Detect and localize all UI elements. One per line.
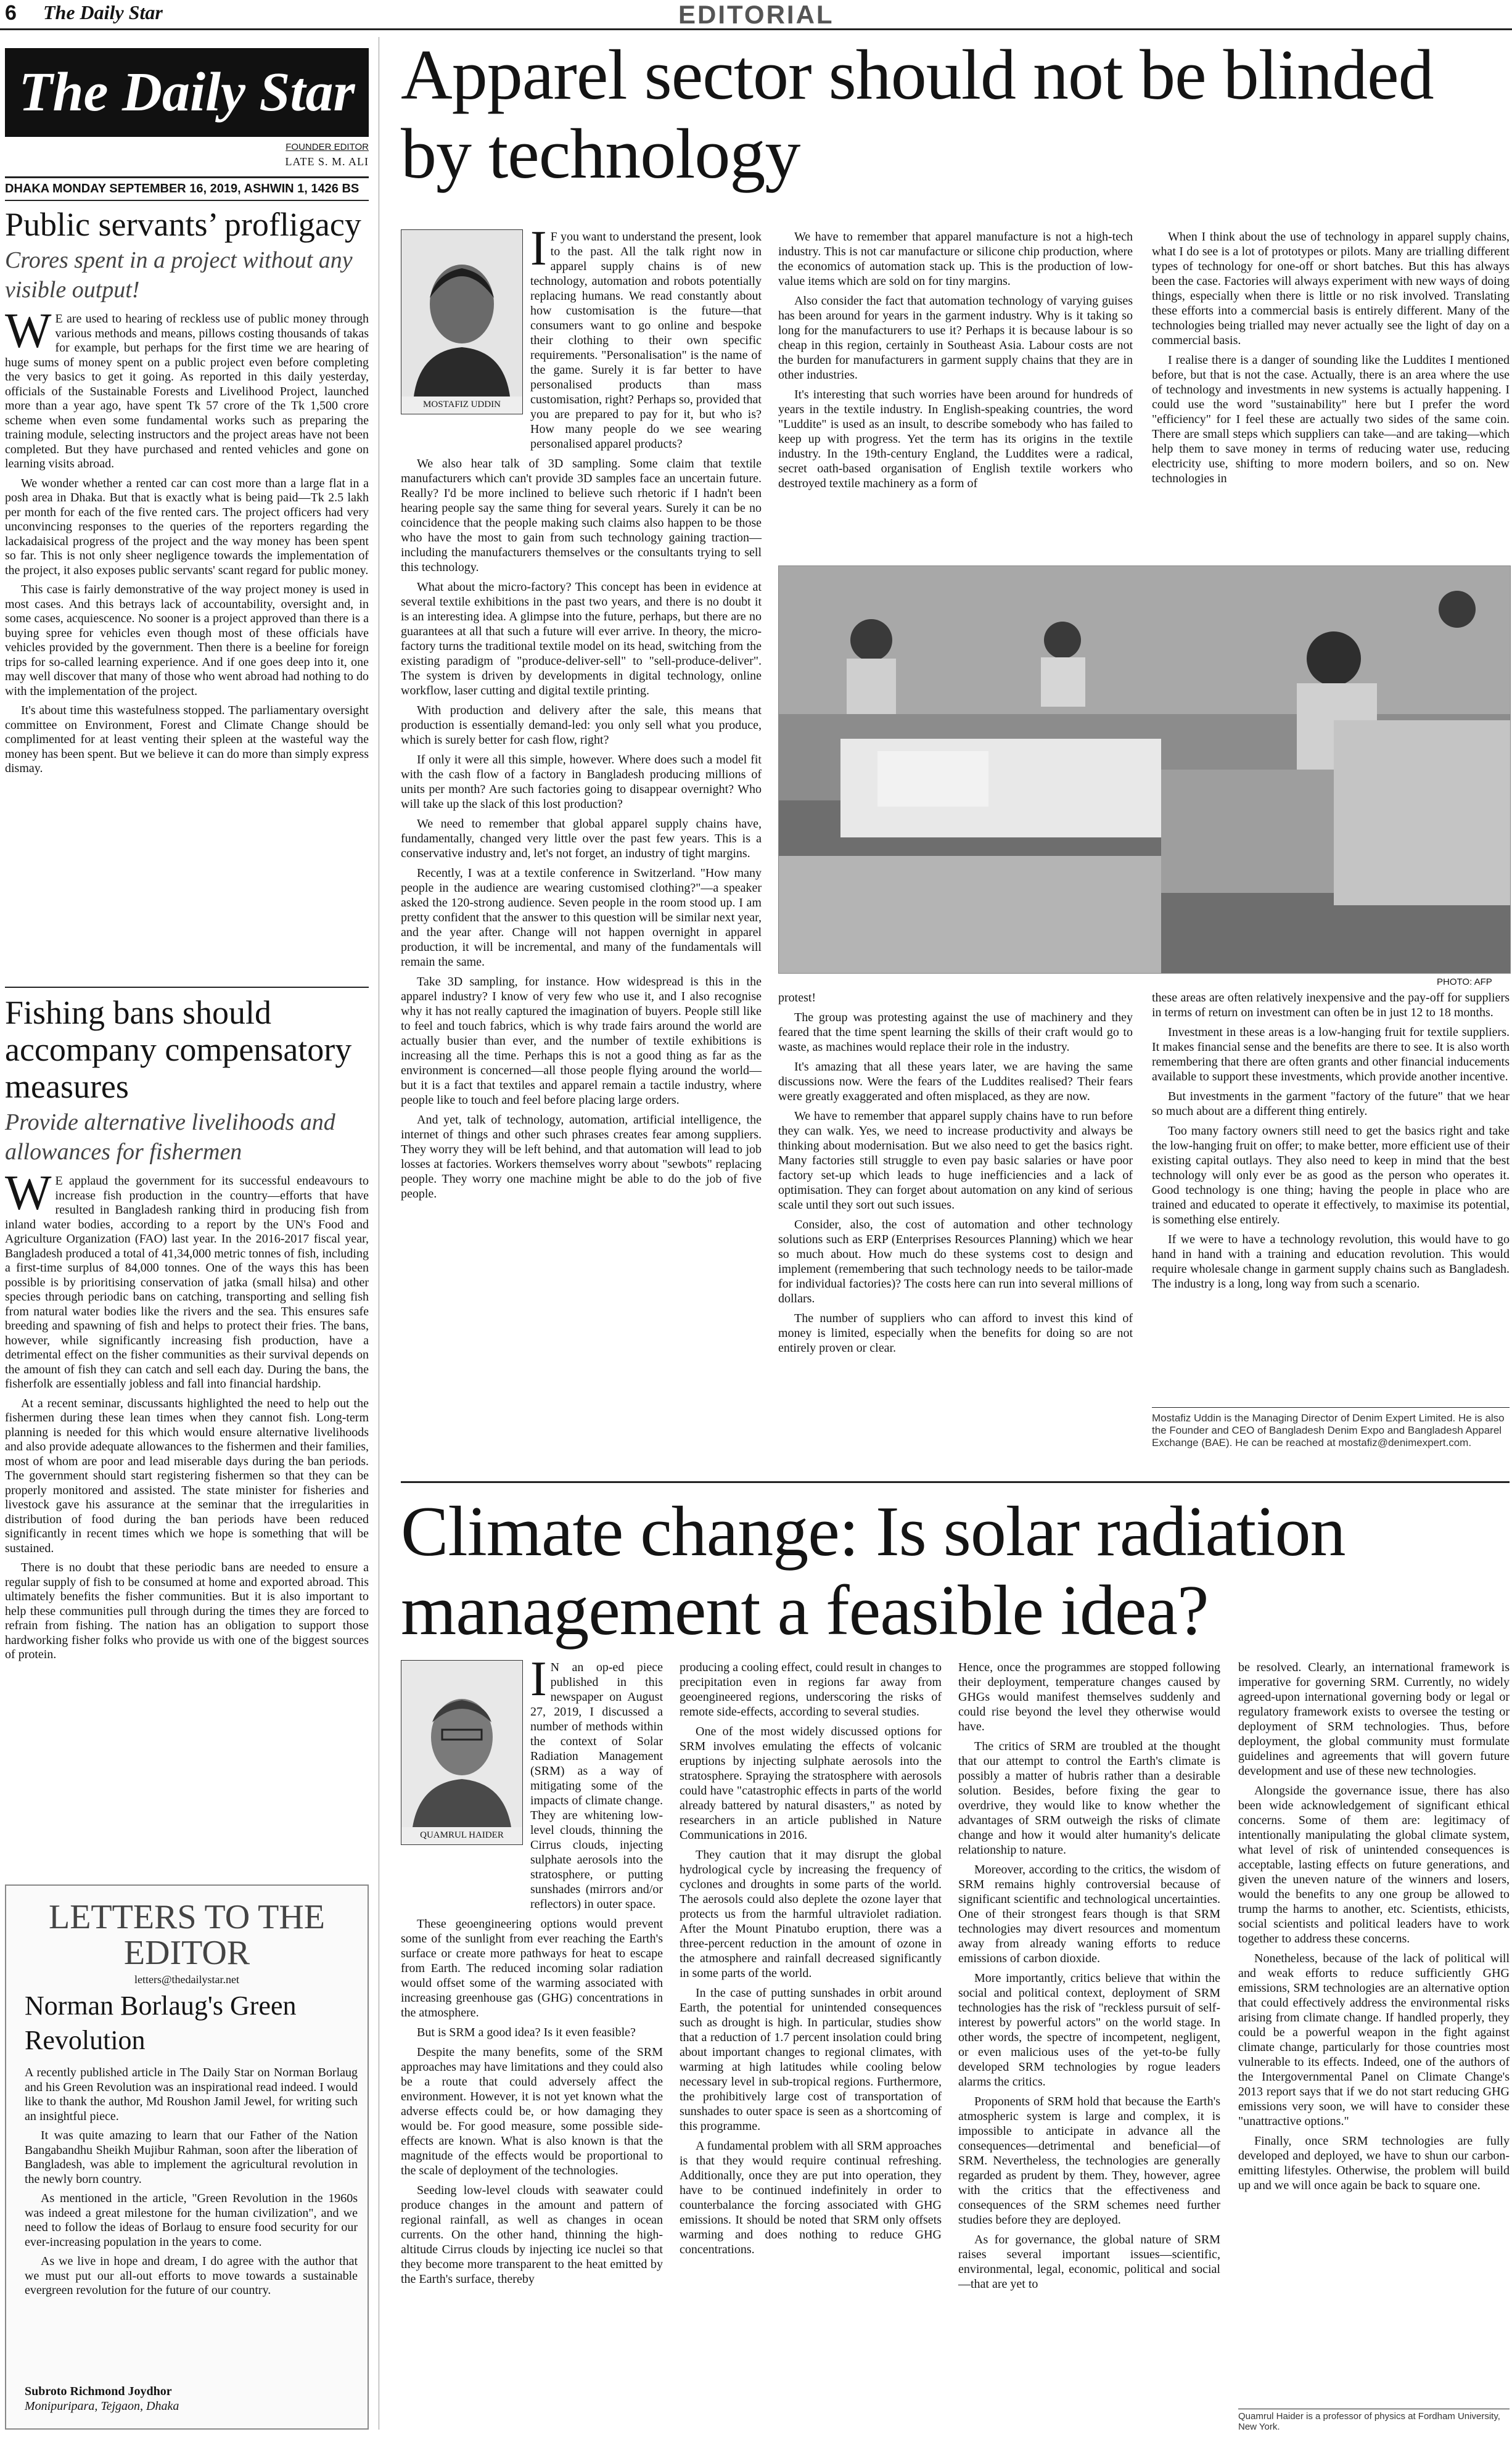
paragraph: But investments in the garment "factory of the future" that we hear so much about are a different thing entirely. [1152, 1090, 1510, 1118]
paragraph: We also hear talk of 3D sampling. Some claim that textile manufacturers which can't provide 3D samples face an uncertain future. Really? I'd be more inclined to believe such rhetoric if I hadn't been hearing people say the same thing for several years. Surely it can be no coincidence that the people making such claims also happen to be those who have the most to gain from such technology gaining traction—including the manufacturers themselves or the consultants trying to sell this technology. [401, 457, 762, 574]
paragraph: Despite the many benefits, some of the SRM approaches may have limitations and they could also be a route that could adversely affect the environment. However, it is not yet known what the adverse effects could be, or how damaging they would be. For good measure, some possible side-effects are known. What is also known is that the magnitude of the effects would be proportional to the scale of deployment of the technologies. [401, 2045, 663, 2177]
paragraph: We have to remember that apparel supply chains have to run before they can walk. Yes, we need to increase productivity and always be thinking about modernisation. But we also need to get the basics right. Many factories still struggle to even pay basic salaries or have poor factory set-up which leads to huge inefficiencies and a lack of optimisation. They can forget about automation on any kind of serious scale until they sort out such issues. [778, 1109, 1133, 1212]
photo-credit: PHOTO: AFP [1437, 977, 1492, 987]
paragraph: More importantly, critics believe that within the social and political context, deployment of SRM technologies has the risk of "reckless pursuit of self-interest by powerful actors" on the world stage. In other words, the spectre of incompetent, negligent, or even malicious uses of the yet-to-be fully developed SRM technologies by rogue leaders alarms the critics. [958, 1971, 1220, 2089]
paragraph: Investment in these areas is a low-hanging fruit for textile suppliers. It makes financial sense and the benefits are there to see. It is also worth remembering that there are often grants and other financial inducements available to support these investments, which provide another incentive. [1152, 1025, 1510, 1083]
editorial-title: Fishing bans should accompany compensatory measures [5, 994, 352, 1105]
paragraph: And yet, talk of technology, automation, artificial intelligence, the internet of things and other such phrases creates fear among suppliers. They worry they will be left behind, and that automation will lead to job losses at factories. Workers themselves worry about "sewbots" replacing people. They worry one machine might be able to do the job of five people. [401, 1113, 762, 1201]
letters-email: letters@thedailystar.net [134, 1973, 240, 1986]
paragraph: Too many factory owners still need to get the basics right and take the low-hanging fruit on offer; to make better, more efficient use of their existing capital outlays. They also need to keep in mind that the best technology will only ever be as good as the person who operates it. Good technology is one thing; having the people in place who are trained and educated to operate it effectively, to maximise its potential, is something else entirely. [1152, 1124, 1510, 1227]
editorial-subtitle: Crores spent in a project without any visible output! [5, 247, 353, 303]
dateline: DHAKA MONDAY SEPTEMBER 16, 2019, ASHWIN 1, 1426 BS [5, 176, 369, 201]
founder-name: LATE S. M. ALI [285, 155, 369, 168]
paragraph: IF you want to understand the present, look to the past. All the talk right now in apparel supply chains is of new technology, automation and robots potentially replacing humans. We read constantly about how customisation is the future—that consumers want to go online and bespoke their clothing to their own specific requirements. "Personalisation" is the name of the game. Surely it is far better to have personalised products than mass customisation, right? Perhaps so, provided that you are prepared to pay for it, but who is? How many people do we see wearing personalised apparel products? [530, 221, 762, 451]
paragraph: They caution that it may disrupt the global hydrological cycle by increasing the frequency of cyclones and droughts in some parts of the world. The aerosols could also deplete the ozone layer that protects us from the harmful ultraviolet radiation. After the Mount Pinatubo eruption, there was a three-percent reduction in the amount of ozone in the atmosphere and rainfall decreased significantly in some parts of the world. [680, 1848, 942, 1980]
paragraph: But is SRM a good idea? Is it even feasible? [417, 2026, 636, 2039]
paragraph: The critics of SRM are troubled at the thought that our attempt to control the Earth's climate is possibly a matter of hubris rather than a desirable solution. Besides, before fixing the gear to overdrive, they would like to know whether the advantages of SRM outweigh the risks of climate change and how it would alter humanity's delicate relationship to nature. [958, 1740, 1220, 1857]
article-column-4 [1238, 1660, 1510, 2198]
letter-author: Subroto Richmond Joydhor [25, 2385, 172, 2398]
article-column-2-bottom [778, 990, 1133, 1360]
article-headline: Climate change: Is solar radiation management a feasible idea? [401, 1492, 1346, 1650]
editorial-body [5, 304, 369, 776]
paragraph: If only it were all this simple, however. Where does such a model fit with the cash flow of a factory in Bangladesh producing millions of units per month? Are such factories going to disappear overnight? Who will take up the slack of this lost production? [401, 753, 762, 811]
paragraph: We need to remember that global apparel supply chains have, fundamentally, changed very little over the past few years. This is a conservative industry and, let's not forget, an industry of tight margins. [401, 817, 762, 860]
paragraph: producing a cooling effect, could result in changes to precipitation even in regions far away from geoengineered regions, underscoring the risks of remote side-effects, according to several studies. [680, 1661, 942, 1719]
paragraph: It's amazing that all these years later, we are having the same discussions now. Were the fears of the Luddites realised? Their fears were greatly exaggerated and often misplaced, as they are now. [778, 1060, 1133, 1103]
masthead-logo: The Daily Star [5, 48, 369, 137]
letters-heading: LETTERS TO THE EDITOR [49, 1898, 325, 1972]
photo-image [779, 566, 1510, 973]
article-column-2-top [778, 229, 1133, 496]
article-column-1 [401, 221, 762, 1206]
paragraph: What about the micro-factory? This concept has been in evidence at several textile exhibitions in the past two years, and there is no doubt it is an interesting idea. A glimpse into the future, perhaps, but there are no guarantees at all that such a future will ever arrive. In theory, the micro-factory turns the traditional textile model on its head, switching from the existing paradigm of "produce-deliver-sell" to "sell-produce-deliver". The system is driven by developments in digital technology, online workflow, laser cutting and digital textile printing. [401, 580, 762, 697]
paragraph: This case is fairly demonstrative of the way project money is used in most cases. And this betrays lack of accountability, oversight and, in some cases, acquiescence. No sooner is a project approved than there is a buying spree for vehicles even though most of these officials have vehicles provided by the government. Then there is a beeline for foreign trips for so-called learning experience. And if one goes deep into it, one may well discover that many of those who went abroad had nothing to do with the implementation of the project. [5, 583, 369, 698]
article-divider [401, 1481, 1510, 1483]
paragraph: As mentioned in the article, "Green Revolution in the 1960s was indeed a great milestone for the human civilization", and we need to follow the ideas of Borlaug to ensure food security for our ever-increasing population in the years to come. [25, 2192, 358, 2249]
factory-photo [778, 565, 1511, 974]
letter-body [25, 2066, 358, 2303]
author-bio: Mostafiz Uddin is the Managing Director of Denim Expert Limited. He is also the Founder and CEO of Bangladesh Denim Expo and Bangladesh Apparel Exchange (BAE). He can be reached at mostafiz@denimexpert.com. [1152, 1412, 1505, 1449]
author-caption: QUAMRUL HAIDER [420, 1830, 504, 1840]
paragraph: A fundamental problem with all SRM approaches is that they would require continual refreshing. Additionally, once they are put into operation, they have to be continued indefinitely in order to counterbalance the forcing associated with GHG emissions. It should be noted that SRM only offsets warming and does nothing to reduce GHG concentrations. [680, 2139, 942, 2256]
paragraph: Moreover, according to the critics, the wisdom of SRM remains highly controversial because of significant scientific and technological uncertainties. One of their strongest fears though is that SRM technologies may divert resources and momentum away from already waning efforts to reduce emissions of carbon dioxide. [958, 1863, 1220, 1965]
editorial-title: Public servants’ profligacy [5, 206, 361, 243]
paragraph: These geoengineering options would prevent some of the sunlight from ever reaching the Earth's surface or create more pathways for heat to escape from Earth. The reduced incoming solar radiation would offset some of the warming associated with increasing greenhouse gas (GHG) concentrations in the atmosphere. [401, 1917, 663, 2020]
paragraph: these areas are often relatively inexpensive and the pay-off for suppliers in terms of return on investment can often be in just 12 to 18 months. [1152, 991, 1510, 1019]
article-column-3-bottom [1152, 990, 1510, 1296]
paragraph: be resolved. Clearly, an international framework is imperative for governing SRM. Currently, no widely agreed-upon international governing body or legal or regulatory framework exists to oversee the testing or deployment of SRM technologies. Thus, before deployment, the global community must formulate guidelines and agreements that will govern future development and use of these new technologies. [1238, 1661, 1510, 1778]
paragraph: As for governance, the global nature of SRM raises several important issues—scientific, environmental, legal, economic, political and social—that are yet to [958, 2233, 1220, 2291]
author-bio: Quamrul Haider is a professor of physics at Fordham University, New York. [1238, 2411, 1500, 2432]
letter-title: Norman Borlaug's Green Revolution [25, 1991, 297, 2055]
article-column-3-top [1152, 229, 1510, 491]
paragraph: With production and delivery after the sale, this means that production is essentially demand-led: you only sell what you produce, which is surely better for cash flow, right? [401, 704, 762, 747]
divider [5, 987, 369, 988]
header-paper-name: The Daily Star [43, 1, 163, 23]
paragraph: Consider, also, the cost of automation and other technology solutions such as ERP (Enterprises Resources Planning) which we hear so much about. How much do these systems cost to design and implement (remembering that such technology needs to be tailor-made for individual factories)? The costs here can run into several millions of dollars. [778, 1218, 1133, 1305]
editorial-body [5, 1166, 369, 1662]
paragraph: It's interesting that such worries have been around for hundreds of years in the textile industry. In English-speaking countries, the word "Luddite" is used as an insult, to describe somebody who has failed to keep up with progress. Yet the term has its origins in the textile industry. In the 19th-century England, the Luddites were a radical, secret oath-based organisation of English textile workers who destroyed textile machinery as a form of [778, 388, 1133, 490]
paragraph: It was quite amazing to learn that our Father of the Nation Bangabandhu Sheikh Mujibur Rahman, soon after the liberation of Bangladesh, was able to implement the agricultural revolution in the newly born country. [25, 2129, 358, 2186]
paragraph: At a recent seminar, discussants highlighted the need to help out the fishermen during these lean times when they cannot fish. Long-term planning is needed for this which would ensure alternative livelihoods and also provide adequate allowances to the fishermen and their families, most of whom are poor and lead miserable days during the ban periods. The government should start registering fishermen so that they can be properly monitored and assisted. The state minister for fisheries and livestock gave his assurance at the seminar that the irregularities in distribution of food during the ban periods have been reduced significantly in recent times which we hope is something that will be sustained. [5, 1396, 369, 1555]
paragraph: Hence, once the programmes are stopped following their deployment, temperature changes caused by GHGs would manifest themselves suddenly and could rise beyond the level they otherwise would have. [958, 1661, 1220, 1733]
author-caption: MOSTAFIZ UDDIN [423, 400, 501, 409]
paragraph: I realise there is a danger of sounding like the Luddites I mentioned before, but that is not the case. Actually, there is an area where the use of technology and investments in new systems is actually happening. I could use the word "sustainability" here but I prefer the word "efficiency" for I feel these are actually two sides of the same coin. There are small steps which suppliers can take—and are taking—which help them to save money in terms of reducing water use, reducing electricity use, shifting to more modern boilers, and so on. New technologies in [1152, 353, 1510, 485]
paragraph: There is no doubt that these periodic bans are needed to ensure a regular supply of fish to be consumed at home and exported abroad. This ultimately benefits the fisher communities. But it is also important to help these communities pull through during the times they are forced to refrain from fishing. The nation has an obligation to support those hardworking fisher folks who provide us with one of the biggest sources of protein. [5, 1561, 369, 1661]
paragraph: The group was protesting against the use of machinery and they feared that the time spent learning the skills of their craft would go to waste, as machines would replace their role in the industry. [778, 1011, 1133, 1054]
paragraph: When I think about the use of technology in apparel supply chains, what I do see is a lot of prototypes or pilots. Many are trialling different types of technology for one-off or short batches. But this has always been the case. Factories will always experiment with new ways of doing things, especially when there is little or no risk involved. Translating these efforts into a commercial basis is entirely different. Many of the technologies being trialled may never actually see the light of day on a commercial basis. [1152, 230, 1510, 347]
article-column-2 [680, 1660, 942, 2262]
paragraph: Recently, I was at a textile conference in Switzerland. "How many people in the audience are wearing customised clothing?"—a speaker asked the 120-strong audience. Seven people in the room stood up. I am pretty confident that the answer to this question will be similar next year, and the year after. Change will not happen overnight in apparel production, it will be incremental, and many of the fundamentals will remain the same. [401, 866, 762, 969]
paragraph: The number of suppliers who can afford to invest this kind of money is limited, especially when the benefits for doing so are not entirely proven or clear. [778, 1312, 1133, 1355]
article-column-3 [958, 1660, 1220, 2296]
paragraph: WE are used to hearing of reckless use of public money through various methods and means, pillows costing thousands of takas for example, but perhaps for the first time we are hearing of huge sums of money spent on a public project even before completing the very basics to get it going. As reported in this daily yesterday, officials of the Sustainable Forests and Livelihood Project, launched more than a year ago, have spent Tk 57 crore of the Tk 1,500 crore scheme when even some fundamental works such as preparing the training module, selecting instructors and the project areas have not been completed. But they have purchased and rented vehicles and gone on learning visits abroad. [5, 304, 369, 471]
paragraph: As we live in hope and dream, I do agree with the author that we must put our all-out efforts to move towards a sustainable evergreen revolution for the future of our country. [25, 2254, 358, 2297]
editorial-1 [5, 206, 369, 781]
article-headline: Apparel sector should not be blinded by technology [401, 36, 1434, 194]
letter-signature [25, 2384, 358, 2414]
paragraph: Seeding low-level clouds with seawater could produce changes in the amount and pattern of regional rainfall, as well as changes in ocean currents. On the other hand, thinning the high-altitude Cirrus clouds by injecting ice nuclei so that they become more transparent to the heat emitted by the Earth's surface, thereby [401, 2184, 663, 2286]
paragraph: In the case of putting sunshades in orbit around Earth, the potential for unintended consequences such as drought is high. In particular, studies show that a reduction of 1.7 percent insolation could bring about important changes to regional climates, with warming at high latitudes while cooling below necessary level in sub-tropical regions. Furthermore, the prohibitively large cost of transportation of sunshades to outer space is seen as a shortcoming of this programme. [680, 1986, 942, 2133]
founder-label: FOUNDER EDITOR [286, 142, 369, 152]
paragraph: protest! [778, 991, 816, 1005]
paragraph: We wonder whether a rented car can cost more than a large flat in a posh area in Dhaka. But that is exactly what is being paid—Tk 2.5 lakh per month for each of the five rented cars. The project officers had very unconvincing responses to the queries of the reporters regarding the lackadaisical progress of the project and the way money has been spent so far. This is not only sheer negligence towards the implementation of the project, it also exposes public servants' scant regard for public money. [5, 476, 369, 577]
editorial-subtitle: Provide alternative livelihoods and allowances for fishermen [5, 1109, 335, 1165]
paragraph: Finally, once SRM technologies are fully developed and deployed, we have to shun our carbon-emitting lifestyles. Otherwise, the problem will build up and we will once again be back to square one. [1238, 2134, 1510, 2192]
paragraph: If we were to have a technology revolution, this would have to go hand in hand with a training and education revolution. This would require wholesale change in garment supply chains such as Bangladesh. The industry is a long, long way from such a scenario. [1152, 1233, 1510, 1291]
bio-divider [1152, 1407, 1510, 1408]
article-column-1 [401, 1652, 663, 2291]
paragraph: A recently published article in The Daily Star on Norman Borlaug and his Green Revolution was an inspirational read indeed. I would like to thank the author, Md Roushon Jamil Jewel, for writing such an insightful piece. [25, 2066, 358, 2123]
page-number: 6 [5, 1, 17, 25]
paragraph: We have to remember that apparel manufacture is not a high-tech industry. This is not car manufacture or silicone chip production, where the economics of automation stack up. This is the production of low-value items which are sold on for tiny margins. [778, 230, 1133, 288]
letter-location: Monipuripara, Tejgaon, Dhaka [25, 2399, 179, 2413]
paragraph: Proponents of SRM hold that because the Earth's atmospheric system is large and complex, it is impossible to anticipate in advance all the consequences—detrimental and beneficial—of SRM. Nevertheless, the technologies are generally regarded as prudent by them. They, however, agree with the critics that the effectiveness and consequences of the SRM schemes need further studies before they are deployed. [958, 2095, 1220, 2227]
editorial-2 [5, 994, 369, 1667]
paragraph: Nonetheless, because of the lack of political will and weak efforts to reduce sufficiently GHG emissions, SRM technologies are an alternative option that could effectively address the environmental risks arising from climate change. If handled properly, they could be a powerful weapon in the fight against climate change, particularly for those countries most vulnerable to its effects. Indeed, one of the authors of the Intergovernmental Panel on Climate Change's 2013 report says that if we do not start reducing GHG emissions very soon, we will have to consider these "unattractive options." [1238, 1952, 1510, 2128]
paragraph: One of the most widely discussed options for SRM involves emulating the effects of volcanic eruptions by injecting sulphate aerosols into the stratosphere. Spraying the stratosphere with aerosols could have "catastrophic effects in parts of the world already battered by natural disasters," as noted by researchers in an article published in Nature Communications in 2016. [680, 1725, 942, 1842]
paragraph: Alongside the governance issue, there has also been wide acknowledgement of significant ethical concerns. Some of them are: legitimacy of intentionally manipulating the global climate system, what level of risk of unintended consequences is acceptable, lasting effects on future generations, and given the uneven nature of the winners and losers, would the benefits to any one group be allowed to trump the harms to another, etc. Scientists, ethicists, social scientists and political leaders have to work together to address these concerns. [1238, 1784, 1510, 1946]
section-label: EDITORIAL [678, 0, 834, 29]
paragraph: It's about time this wastefulness stopped. The parliamentary oversight committee on Environment, Forest and Climate Change should be complimented for at least venting their spleen at the wasteful way the money has been spent. But we believe it can do more than simply express dismay. [5, 704, 369, 775]
paragraph: IN an op-ed piece published in this newspaper on August 27, 2019, I discussed a number of methods within the context of Solar Radiation Management (SRM) as a way of mitigating some of the impacts of climate change. They are whitening low-level clouds, thinning the Cirrus clouds, injecting sulphate aerosols into the stratosphere, or putting sunshades (mirrors and/or reflectors) in outer space. [530, 1652, 663, 1911]
paragraph: WE applaud the government for its successful endeavours to increase fish production in the country—efforts that have resulted in Bangladesh ranking third in producing fish from inland water bodies, according to a report by the UN's Food and Agriculture Organization (FAO) last year. In the 2016-2017 fiscal year, Bangladesh produced a total of 41,34,000 metric tonnes of fish, including a first-time surplus of 84,000 tonnes. One of the ways this has been possible is by prioritising conservation of jatka (small hilsa) and other species through periodic bans on catching, transporting and selling fish from natural water bodies like the rivers and the sea. This ensures safe breeding and spawning of fish and helps to protect their fries. The bans, however, while significantly increasing fish production, have a detrimental effect on the fisher communities as their survival depends on the amount of fish they can catch and sell each day. During the bans, the fisherfolk are essentially jobless and fall into financial hardship. [5, 1166, 369, 1391]
paragraph: Take 3D sampling, for instance. How widespread is this in the apparel industry? I know of very few who use it, and I also recognise why it has not really captured the imagination of buyers. People still like to feel and touch fabrics, which is why trade fairs around the world are actually busier than ever, and the number of textile exhibitions is increasing all the time. Perhaps this is not a good thing as far as the environment is concerned—all those people flying around the world—but it is a fact that textiles and apparel remain a tactile industry, where people like to touch and feel before placing large orders. [401, 975, 762, 1107]
paragraph: Also consider the fact that automation technology of varying guises has been around for years in the garment industry. Why is it taking so long for the manufacturers to use it? Perhaps it is because labour is so cheap in this region, certainly in Southeast Asia. Labour costs are not the burden for manufacturers in garment supply chains that they are in other industries. [778, 294, 1133, 382]
